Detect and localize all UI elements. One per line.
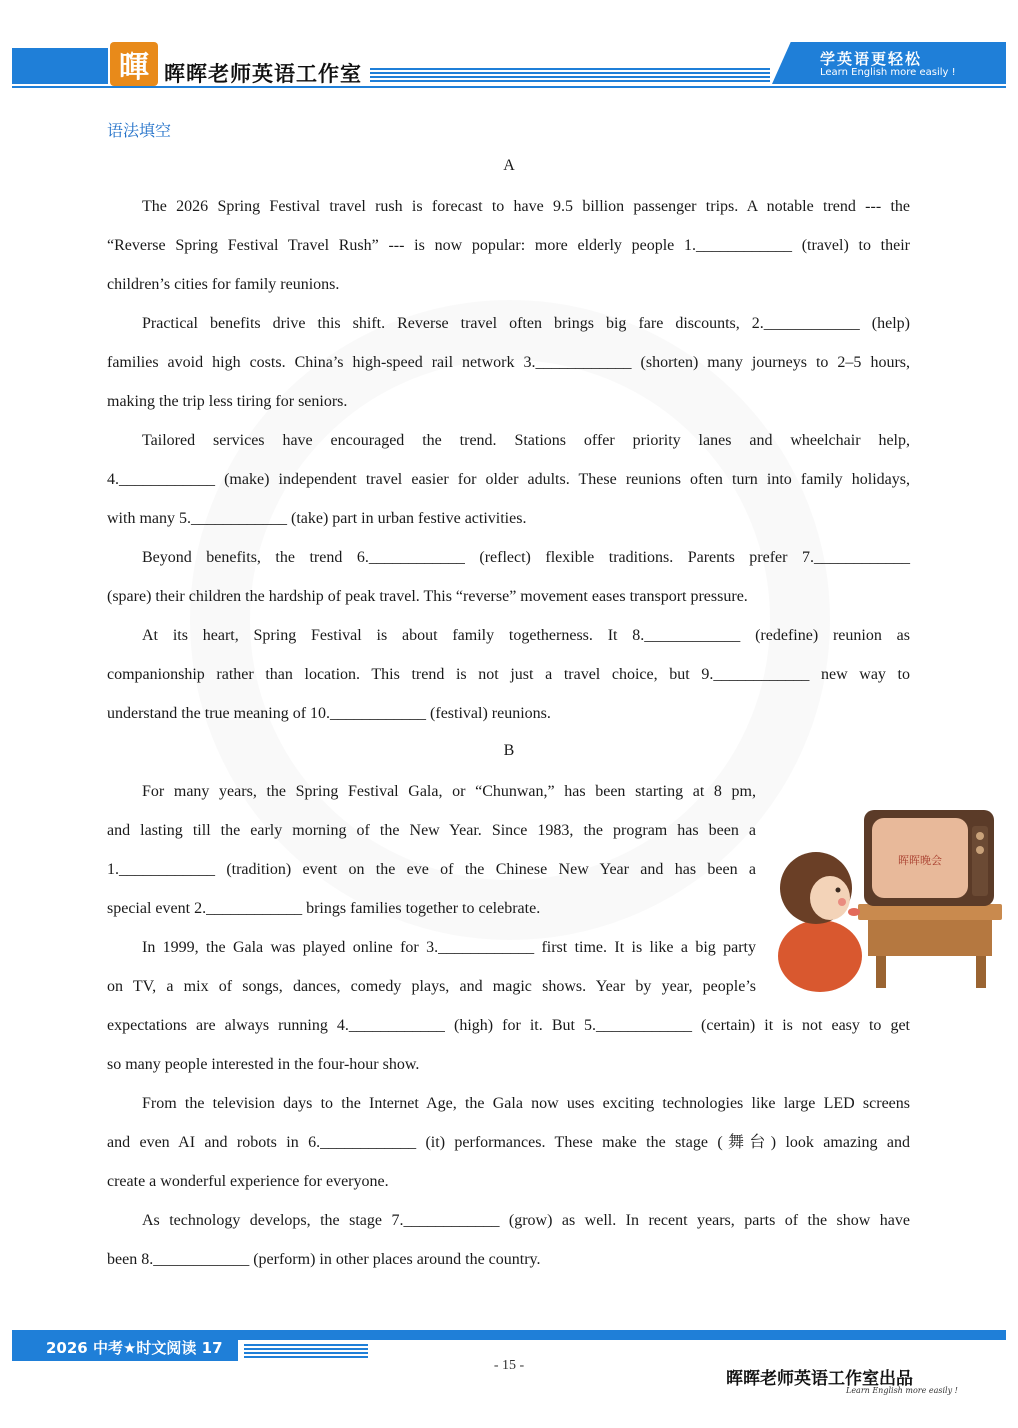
- passage-a-line: Tailored services have encouraged the trend. Stations offer priority lanes and wheelchair help,: [142, 432, 910, 449]
- footer-stripe-lines: [244, 1344, 368, 1358]
- footer-brand: 晖晖老师英语工作室出品: [726, 1369, 913, 1389]
- passage-b-line: create a wonderful experience for everyone.: [107, 1173, 389, 1190]
- passage-a-line: 4.____________ (make) independent travel easier for older adults. These reunions often turn into family holidays,: [107, 471, 910, 488]
- passage-a-line: children’s cities for family reunions.: [107, 276, 340, 293]
- passage-a-line: Practical benefits drive this shift. Reverse travel often brings big fare discounts, 2.____________ (help): [142, 315, 910, 332]
- section-label: 语法填空: [107, 121, 172, 140]
- slogan-english: Learn English more easily !: [820, 67, 956, 78]
- passage-b-line: In 1999, the Gala was played online for 3.____________ first time. It is like a big party: [142, 939, 756, 956]
- svg-text:晖晖晚会: 晖晖晚会: [898, 854, 942, 867]
- header-accent-bar: [12, 48, 108, 84]
- passage-a-line: (spare) their children the hardship of peak travel. This “reverse” movement eases transport pressure.: [107, 588, 748, 605]
- header-underline: [12, 86, 1006, 88]
- passage-b-line: special event 2.____________ brings families together to celebrate.: [107, 900, 541, 917]
- footer-series-label: 2026 中考★时文阅读 17: [46, 1339, 223, 1357]
- child-watching-tv-illustration: [772, 806, 1006, 1002]
- passage-a-line: At its heart, Spring Festival is about family togetherness. It 8.____________ (redefine) reunion as: [142, 627, 910, 644]
- header-stripe-lines: [370, 68, 770, 84]
- passage-b-line: As technology develops, the stage 7.____________ (grow) as well. In recent years, parts of the show have: [142, 1212, 910, 1229]
- passage-b-line: expectations are always running 4.____________ (high) for it. But 5.____________ (certain) it is not easy to get: [107, 1017, 910, 1034]
- slogan-chinese: 学英语更轻松: [820, 50, 923, 68]
- passage-a-line: companionship rather than location. This trend is not just a travel choice, but 9.____________ new way to: [107, 666, 910, 683]
- passage-b-line: so many people interested in the four-hour show.: [107, 1056, 420, 1073]
- passage-a-line: Beyond benefits, the trend 6.____________ (reflect) flexible traditions. Parents prefer 7.____________: [142, 549, 910, 566]
- footer-brand-english: Learn English more easily !: [846, 1386, 958, 1395]
- part-b-title: B: [503, 742, 515, 759]
- studio-logo: 暉: [110, 42, 158, 86]
- passage-b-line: and lasting till the early morning of the New Year. Since 1983, the program has been a: [107, 822, 756, 839]
- passage-a-line: understand the true meaning of 10.____________ (festival) reunions.: [107, 705, 551, 722]
- passage-b-line: and even AI and robots in 6.____________ (it) performances. These make the stage (舞台) look amazing and: [107, 1134, 910, 1151]
- page-number: - 15 -: [493, 1358, 525, 1373]
- passage-a-line: with many 5.____________ (take) part in urban festive activities.: [107, 510, 527, 527]
- passage-b-line: been 8.____________ (perform) in other places around the country.: [107, 1251, 541, 1268]
- passage-b-line: For many years, the Spring Festival Gala, or “Chunwan,” has been starting at 8 pm,: [142, 783, 756, 800]
- tv-illustration-icon: [772, 806, 1006, 1002]
- passage-b-line: From the television days to the Internet Age, the Gala now uses exciting technologies like large LED screens: [142, 1095, 910, 1112]
- studio-title: 晖晖老师英语工作室: [164, 62, 362, 86]
- part-a-title: A: [503, 157, 515, 174]
- passage-a-line: making the trip less tiring for seniors.: [107, 393, 348, 410]
- passage-b-line: 1.____________ (tradition) event on the eve of the Chinese New Year and has been a: [107, 861, 756, 878]
- passage-b-line: on TV, a mix of songs, dances, comedy plays, and magic shows. Year by year, people’s: [107, 978, 756, 995]
- passage-a-line: The 2026 Spring Festival travel rush is forecast to have 9.5 billion passenger trips. A notable trend --- the: [142, 198, 910, 215]
- passage-a-line: families avoid high costs. China’s high-speed rail network 3.____________ (shorten) many journeys to 2–5 hours,: [107, 354, 910, 371]
- page-header: [12, 42, 1006, 88]
- passage-a-line: “Reverse Spring Festival Travel Rush” --- is now popular: more elderly people 1.____________ (travel) to their: [107, 237, 910, 254]
